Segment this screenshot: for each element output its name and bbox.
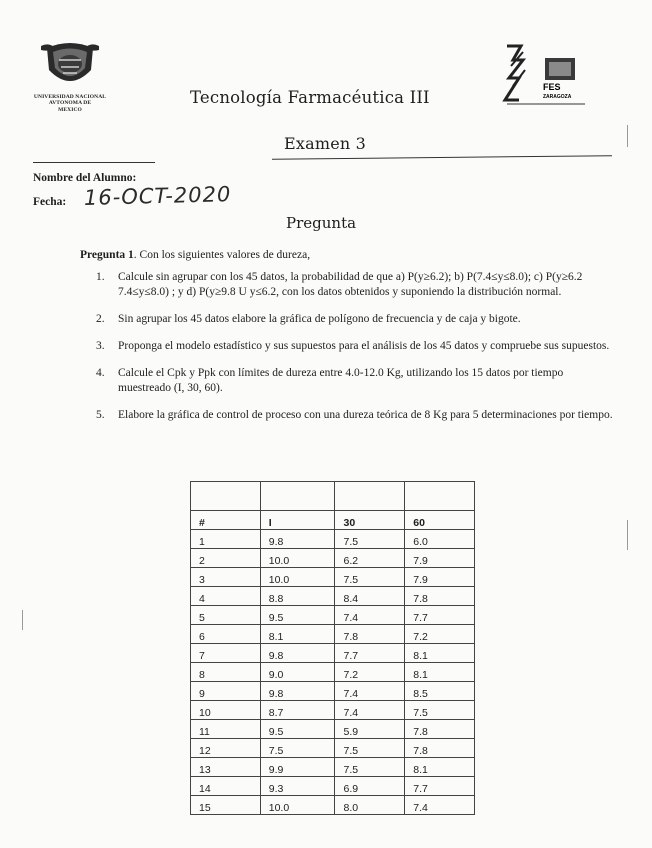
table-row <box>191 644 475 663</box>
table-row <box>191 549 475 568</box>
table-row <box>191 739 475 758</box>
table-row <box>191 606 475 625</box>
course-title: Tecnología Farmacéutica III <box>190 88 430 107</box>
table-cell: 3 <box>191 568 261 587</box>
item-text: Calcule sin agrupar con los 45 datos, la probabilidad de que a) P(y≥6.2); b) P(7.4≤y≤8.0); c) P(y≥6.2 7.4≤y≤8.0) ; y d) P(y≥9.8 U y≤6.2, con los datos obtenidos y suponiendo la distribución normal. <box>118 271 583 298</box>
question-intro-text: . Con los siguientes valores de dureza, <box>133 249 311 261</box>
column-header: 30 <box>335 511 405 530</box>
table-cell: 6.9 <box>335 777 405 796</box>
table-row <box>191 701 475 720</box>
question-item <box>96 339 616 354</box>
table-cell: 7.5 <box>335 758 405 777</box>
table-row <box>191 587 475 606</box>
item-number: 5. <box>96 409 105 421</box>
name-divider <box>33 162 155 163</box>
question-intro <box>80 249 600 261</box>
unam-logo <box>30 40 110 113</box>
question-item <box>96 408 616 423</box>
table-cell: 7.4 <box>335 701 405 720</box>
table-row <box>191 796 475 815</box>
table-cell: 10.0 <box>260 549 335 568</box>
table-cell: 10.0 <box>260 568 335 587</box>
column-header: I <box>260 511 335 530</box>
table-cell: 8.1 <box>405 663 475 682</box>
table-row <box>191 720 475 739</box>
fes-emblem-icon <box>499 42 591 108</box>
table-cell: 7.9 <box>405 549 475 568</box>
table-cell: 8.1 <box>405 644 475 663</box>
table-cell: 7.9 <box>405 568 475 587</box>
table-cell: 7.4 <box>335 606 405 625</box>
table-cell: 8.1 <box>405 758 475 777</box>
table-row <box>191 530 475 549</box>
table-body <box>191 530 475 815</box>
table-cell: 9.8 <box>260 530 335 549</box>
unam-caption-line: UNIVERSIDAD NACIONAL <box>33 94 107 100</box>
table-cell: 6.0 <box>405 530 475 549</box>
table-header-row <box>191 511 475 530</box>
table-row <box>191 663 475 682</box>
table-cell: 9.5 <box>260 720 335 739</box>
date-label: Fecha: <box>33 196 67 208</box>
scan-mark <box>627 125 628 147</box>
item-text: Sin agrupar los 45 datos elabore la gráfica de polígono de frecuencia y de caja y bigote. <box>118 313 521 325</box>
fes-caption-main: FES <box>543 82 561 92</box>
table-cell: 8.5 <box>405 682 475 701</box>
table-blank-row <box>191 482 475 511</box>
table-cell: 6.2 <box>335 549 405 568</box>
table-row <box>191 777 475 796</box>
table-cell: 9 <box>191 682 261 701</box>
item-number: 4. <box>96 367 105 379</box>
table-row <box>191 625 475 644</box>
scan-mark <box>22 610 23 630</box>
table-cell: 7.5 <box>335 739 405 758</box>
table-row <box>191 682 475 701</box>
question-number: Pregunta 1 <box>80 249 134 261</box>
unam-caption-line: AVTONOMA DE <box>48 100 92 107</box>
table-cell: 7.5 <box>260 739 335 758</box>
table-cell: 8.1 <box>260 625 335 644</box>
table-cell: 5 <box>191 606 261 625</box>
column-header: # <box>191 511 261 530</box>
table-cell: 9.9 <box>260 758 335 777</box>
item-number: 3. <box>96 340 105 352</box>
fes-zaragoza-logo <box>499 42 591 108</box>
unam-caption-line: MEXICO <box>58 106 82 113</box>
exam-title: Examen 3 <box>284 134 367 153</box>
table-cell: 13 <box>191 758 261 777</box>
table-cell: 5.9 <box>335 720 405 739</box>
table-cell: 2 <box>191 549 261 568</box>
scan-mark <box>627 520 628 550</box>
table-cell: 8 <box>191 663 261 682</box>
column-header: 60 <box>405 511 475 530</box>
header-divider <box>272 155 612 160</box>
item-text: Calcule el Cpk y Ppk con límites de dureza entre 4.0-12.0 Kg, utilizando los 15 datos por tiempo muestreado (I, 30, 60). <box>118 367 564 394</box>
table-cell: 7.8 <box>405 739 475 758</box>
item-number: 1. <box>96 271 105 283</box>
table-cell: 7.5 <box>335 568 405 587</box>
table-cell: 7.8 <box>405 587 475 606</box>
fes-caption-sub: ZARAGOZA <box>543 94 572 100</box>
question-items <box>96 270 616 435</box>
table-cell: 7.5 <box>335 530 405 549</box>
item-number: 2. <box>96 313 105 325</box>
table-cell: 7.2 <box>405 625 475 644</box>
table-cell: 8.4 <box>335 587 405 606</box>
table-cell: 7.7 <box>335 644 405 663</box>
item-text: Proponga el modelo estadístico y sus supuestos para el análisis de los 45 datos y compruebe sus supuestos. <box>118 340 610 352</box>
table-cell: 7.8 <box>405 720 475 739</box>
table-cell: 9.8 <box>260 644 335 663</box>
item-text: Elabore la gráfica de control de proceso con una dureza teórica de 8 Kg para 5 determinaciones por tiempo. <box>118 409 613 421</box>
table-cell: 7.7 <box>405 606 475 625</box>
table-cell: 4 <box>191 587 261 606</box>
question-item <box>96 366 616 396</box>
table-cell: 10.0 <box>260 796 335 815</box>
table-cell: 14 <box>191 777 261 796</box>
table-cell: 15 <box>191 796 261 815</box>
unam-caption <box>30 94 110 113</box>
table-cell: 7.4 <box>405 796 475 815</box>
table-cell: 7.7 <box>405 777 475 796</box>
date-value: 16-OCT-2020 <box>83 182 232 210</box>
table-cell: 8.0 <box>335 796 405 815</box>
question-item <box>96 312 616 327</box>
table-cell: 9.5 <box>260 606 335 625</box>
table-cell: 7.5 <box>405 701 475 720</box>
table-row <box>191 758 475 777</box>
question-heading: Pregunta <box>286 214 357 232</box>
table-cell: 7.8 <box>335 625 405 644</box>
table-cell: 8.7 <box>260 701 335 720</box>
table-row <box>191 568 475 587</box>
table-cell: 7.4 <box>335 682 405 701</box>
table-cell: 7.2 <box>335 663 405 682</box>
table-cell: 11 <box>191 720 261 739</box>
table-cell: 7 <box>191 644 261 663</box>
table-cell: 9.0 <box>260 663 335 682</box>
table-cell: 9.8 <box>260 682 335 701</box>
table-cell: 8.8 <box>260 587 335 606</box>
table-cell: 6 <box>191 625 261 644</box>
table-cell: 1 <box>191 530 261 549</box>
table-cell: 9.3 <box>260 777 335 796</box>
table-cell: 10 <box>191 701 261 720</box>
table-cell: 12 <box>191 739 261 758</box>
unam-crest-icon <box>41 40 99 92</box>
question-item <box>96 270 616 300</box>
student-name-label: Nombre del Alumno: <box>33 172 137 184</box>
data-table <box>190 481 475 815</box>
hardness-data-table <box>190 481 475 814</box>
